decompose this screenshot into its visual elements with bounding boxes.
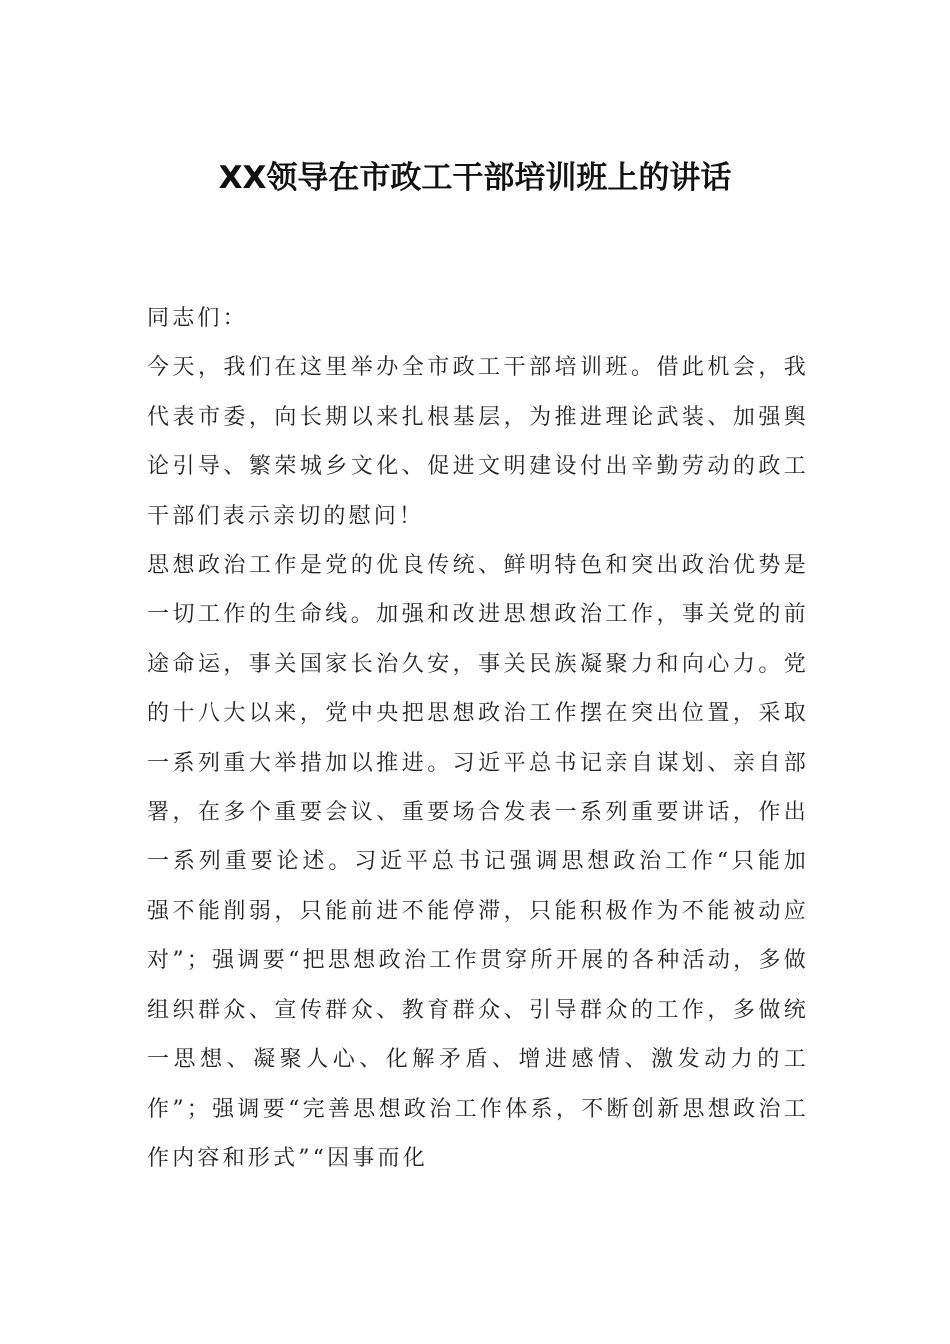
paragraph-1: 今天，我们在这里举办全市政工干部培训班。借此机会，我代表市委，向长期以来扎根基层，为推进理论武装、加强舆论引导、繁荣城乡文化、促进文明建设付出辛勤劳动的政工干部们表示亲切的慰问！: [147, 355, 809, 529]
paragraph-2: 思想政治工作是党的优良传统、鲜明特色和突出政治优势是一切工作的生命线。加强和改进思想政治工作，事关党的前途命运，事关国家长治久安，事关民族凝聚力和向心力。党的十八大以来，党中央把思想政治工作摆在突出位置，采取一系列重大举措加以推进。习近平总书记亲自谋划、亲自部署，在多个重要会议、重要场合发表一系列重要讲话，作出一系列重要论述。习近平总书记强调思想政治工作“只能加强不能削弱，只能前进不能停滞，只能积极作为不能被动应对”；强调要“把思想政治工作贯穿所开展的各种活动，多做组织群众、宣传群众、教育群众、引导群众的工作，多做统一思想、凝聚人心、化解矛盾、增进感情、激发动力的工作”；强调要“完善思想政治工作体系，不断创新思想政治工作内容和形式”“因事而化: [147, 553, 809, 1171]
salutation: 同志们：: [147, 306, 248, 331]
document-title: XX领导在市政工干部培训班上的讲话: [218, 160, 732, 196]
document-body: [147, 294, 809, 1183]
